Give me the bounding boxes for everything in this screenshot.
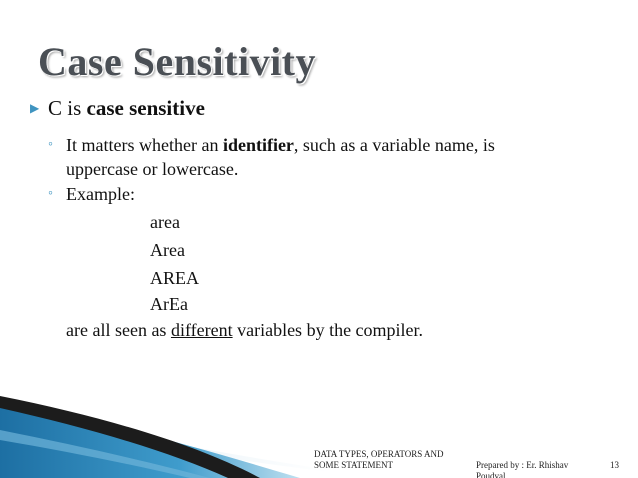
sub-bullet-1-before: It matters whether an [66,135,219,155]
sub-bullet-identifier [66,133,495,157]
page-number: 13 [610,460,619,470]
example-label: Example: [66,184,135,204]
example-word: AREA [150,268,199,288]
slide-title: Case Sensitivity [38,39,316,84]
footer-topic-line2: SOME STATEMENT [314,460,394,470]
example-word: area [150,212,180,232]
sub-bullet-1-bold: identifier [222,135,294,155]
footer-topic-line1: DATA TYPES, OPERATORS AND [314,449,444,459]
arrow-bullet-icon: ▶ [30,101,40,115]
footer-author-line2: Poudval [476,471,506,478]
footer-author-line1: Prepared by : Er. Rhishav [476,460,569,470]
conclusion-underlined: different [170,320,233,340]
main-bullet [30,95,205,121]
footer-topic [314,449,443,471]
example-word: Area [150,240,185,260]
footer-author [476,460,568,478]
circle-bullet-icon: ◦ [48,186,53,201]
conclusion-before: are all seen as [66,320,167,340]
conclusion-line [66,318,423,342]
conclusion-after: variables by the compiler. [237,320,424,340]
example-word: ArEa [150,294,188,314]
sub-bullet-1-after: , such as a variable name, is [293,135,495,155]
sub-bullet-1-continuation: uppercase or lowercase. [66,159,239,179]
main-bullet-bold: case sensitive [86,96,205,120]
main-bullet-prefix: C is [48,96,82,120]
circle-bullet-icon: ◦ [48,137,53,152]
